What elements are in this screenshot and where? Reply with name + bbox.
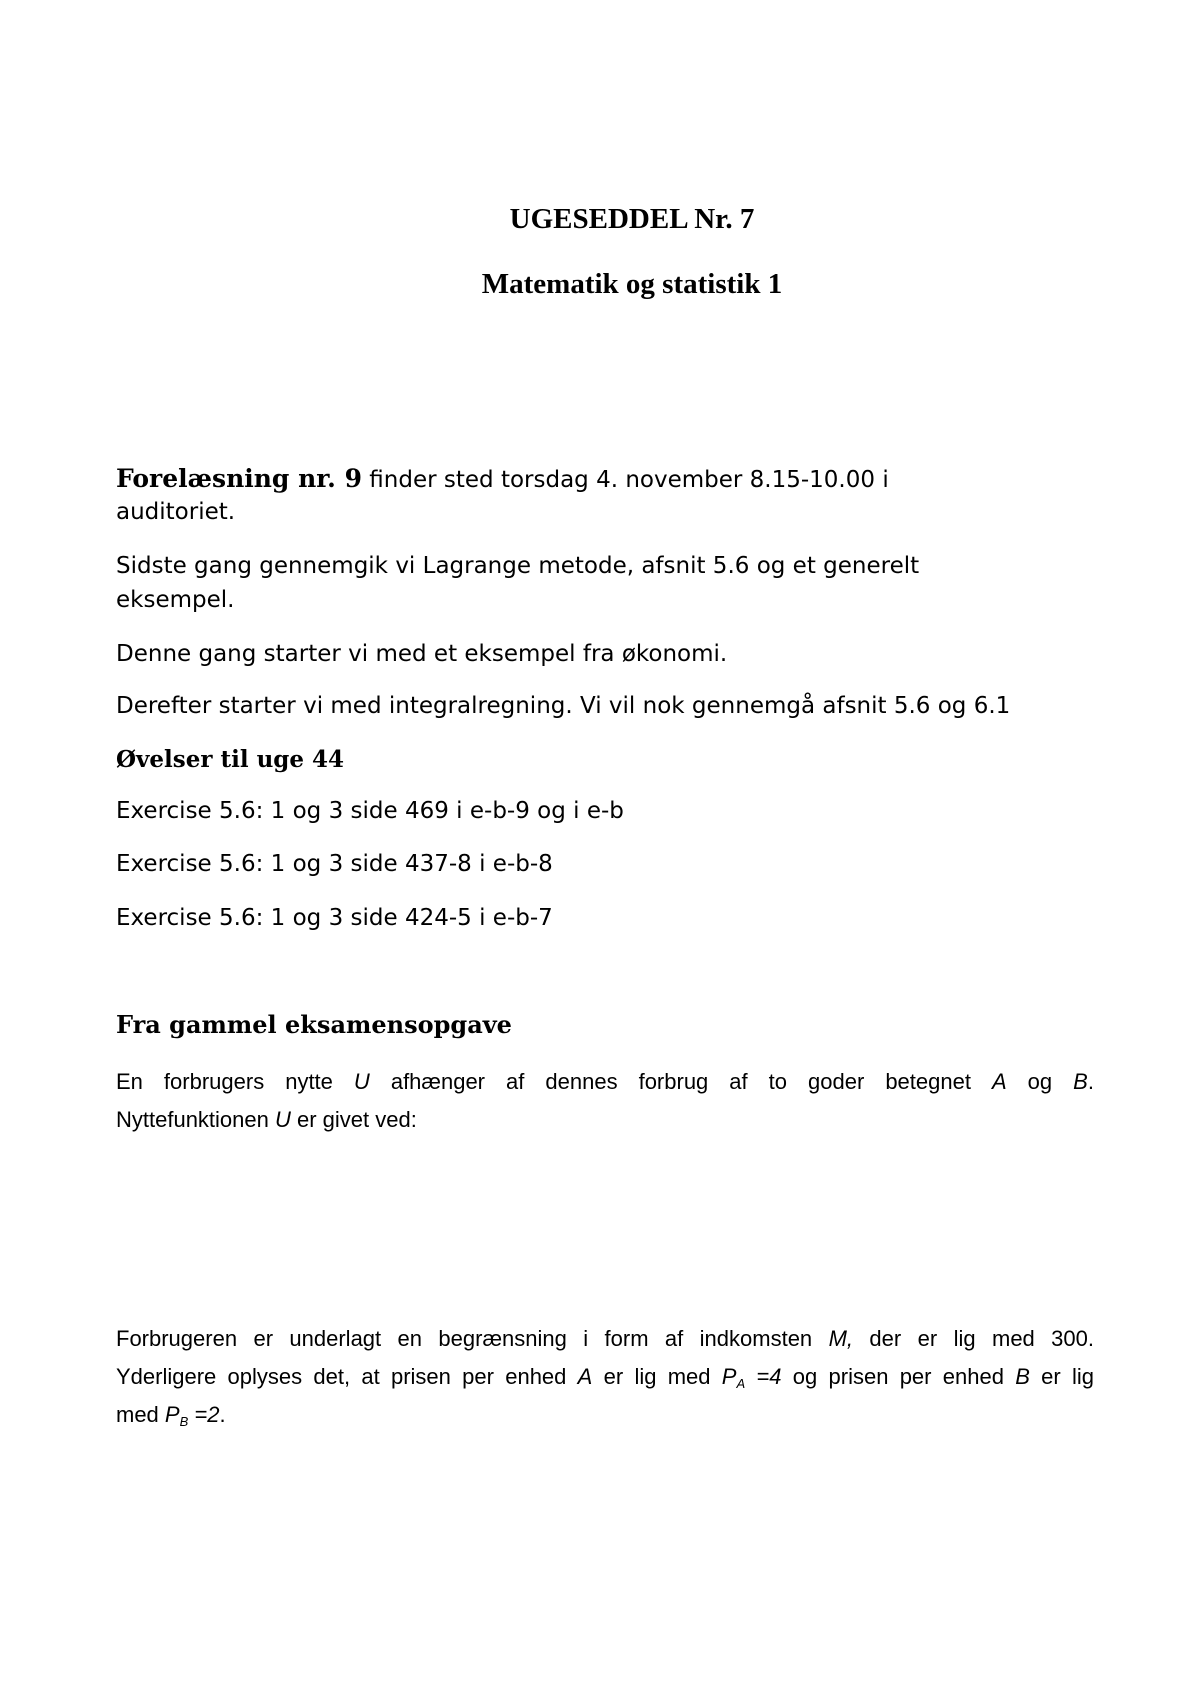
lecture-details: finder sted torsdag 4. november 8.15-10.00 i bbox=[361, 467, 889, 493]
exam-constraint-line-2: Yderligere oplyses det, at prisen per enhed A er lig med $P_A =4$ og prisen per enhed B er lig bbox=[116, 1364, 1094, 1391]
lecture-line bbox=[116, 462, 1096, 497]
var-A: A bbox=[577, 1364, 593, 1389]
var-B: B bbox=[1015, 1364, 1030, 1389]
var-M: M, bbox=[828, 1326, 854, 1351]
paragraph-last-time-cont: eksempel. bbox=[116, 587, 235, 613]
price-A-value: =4 bbox=[745, 1364, 782, 1389]
exam-intro-line-1: En forbrugers nytte U afhænger af dennes forbrug af to goder betegnet A og B. bbox=[116, 1069, 1094, 1094]
subscript-A: A bbox=[736, 1376, 746, 1391]
var-U: U bbox=[353, 1069, 370, 1094]
var-U: U bbox=[274, 1107, 291, 1132]
paragraph-then: Derefter starter vi med integralregning. Vi vil nok gennemgå afsnit 5.6 og 6.1 bbox=[116, 693, 1011, 719]
exercise-item: Exercise 5.6: 1 og 3 side 469 i e-b-9 og i e-b bbox=[116, 798, 624, 824]
exam-constraint-line-1: Forbrugeren er underlagt en begrænsning i form af indkomsten M, der er lig med 300. bbox=[116, 1326, 1095, 1351]
exam-heading: Fra gammel eksamensopgave bbox=[116, 1010, 512, 1039]
page-title: UGESEDDEL Nr. 7 bbox=[509, 203, 755, 235]
paragraph-this-time: Denne gang starter vi med et eksempel fra økonomi. bbox=[116, 641, 728, 667]
exercise-item: Exercise 5.6: 1 og 3 side 424-5 i e-b-7 bbox=[116, 905, 553, 931]
exercise-item: Exercise 5.6: 1 og 3 side 437-8 i e-b-8 bbox=[116, 851, 553, 877]
exam-intro-line-2: Nyttefunktionen U er givet ved: bbox=[116, 1107, 417, 1132]
exercises-heading: Øvelser til uge 44 bbox=[116, 746, 345, 773]
var-P: P bbox=[721, 1364, 737, 1389]
subscript-B: B bbox=[179, 1414, 189, 1429]
paragraph-last-time: Sidste gang gennemgik vi Lagrange metode, afsnit 5.6 og et generelt bbox=[116, 553, 920, 579]
lecture-line-2: auditoriet. bbox=[116, 499, 236, 525]
page-subtitle: Matematik og statistik 1 bbox=[481, 268, 783, 300]
var-A: A bbox=[991, 1069, 1007, 1094]
exam-constraint-line-3: med $P_B =2$. bbox=[116, 1402, 226, 1429]
var-B: B bbox=[1073, 1069, 1088, 1094]
var-P: P bbox=[164, 1402, 180, 1427]
lecture-label: Forelæsning nr. 9 bbox=[116, 464, 362, 493]
price-B-value: =2 bbox=[188, 1402, 220, 1427]
